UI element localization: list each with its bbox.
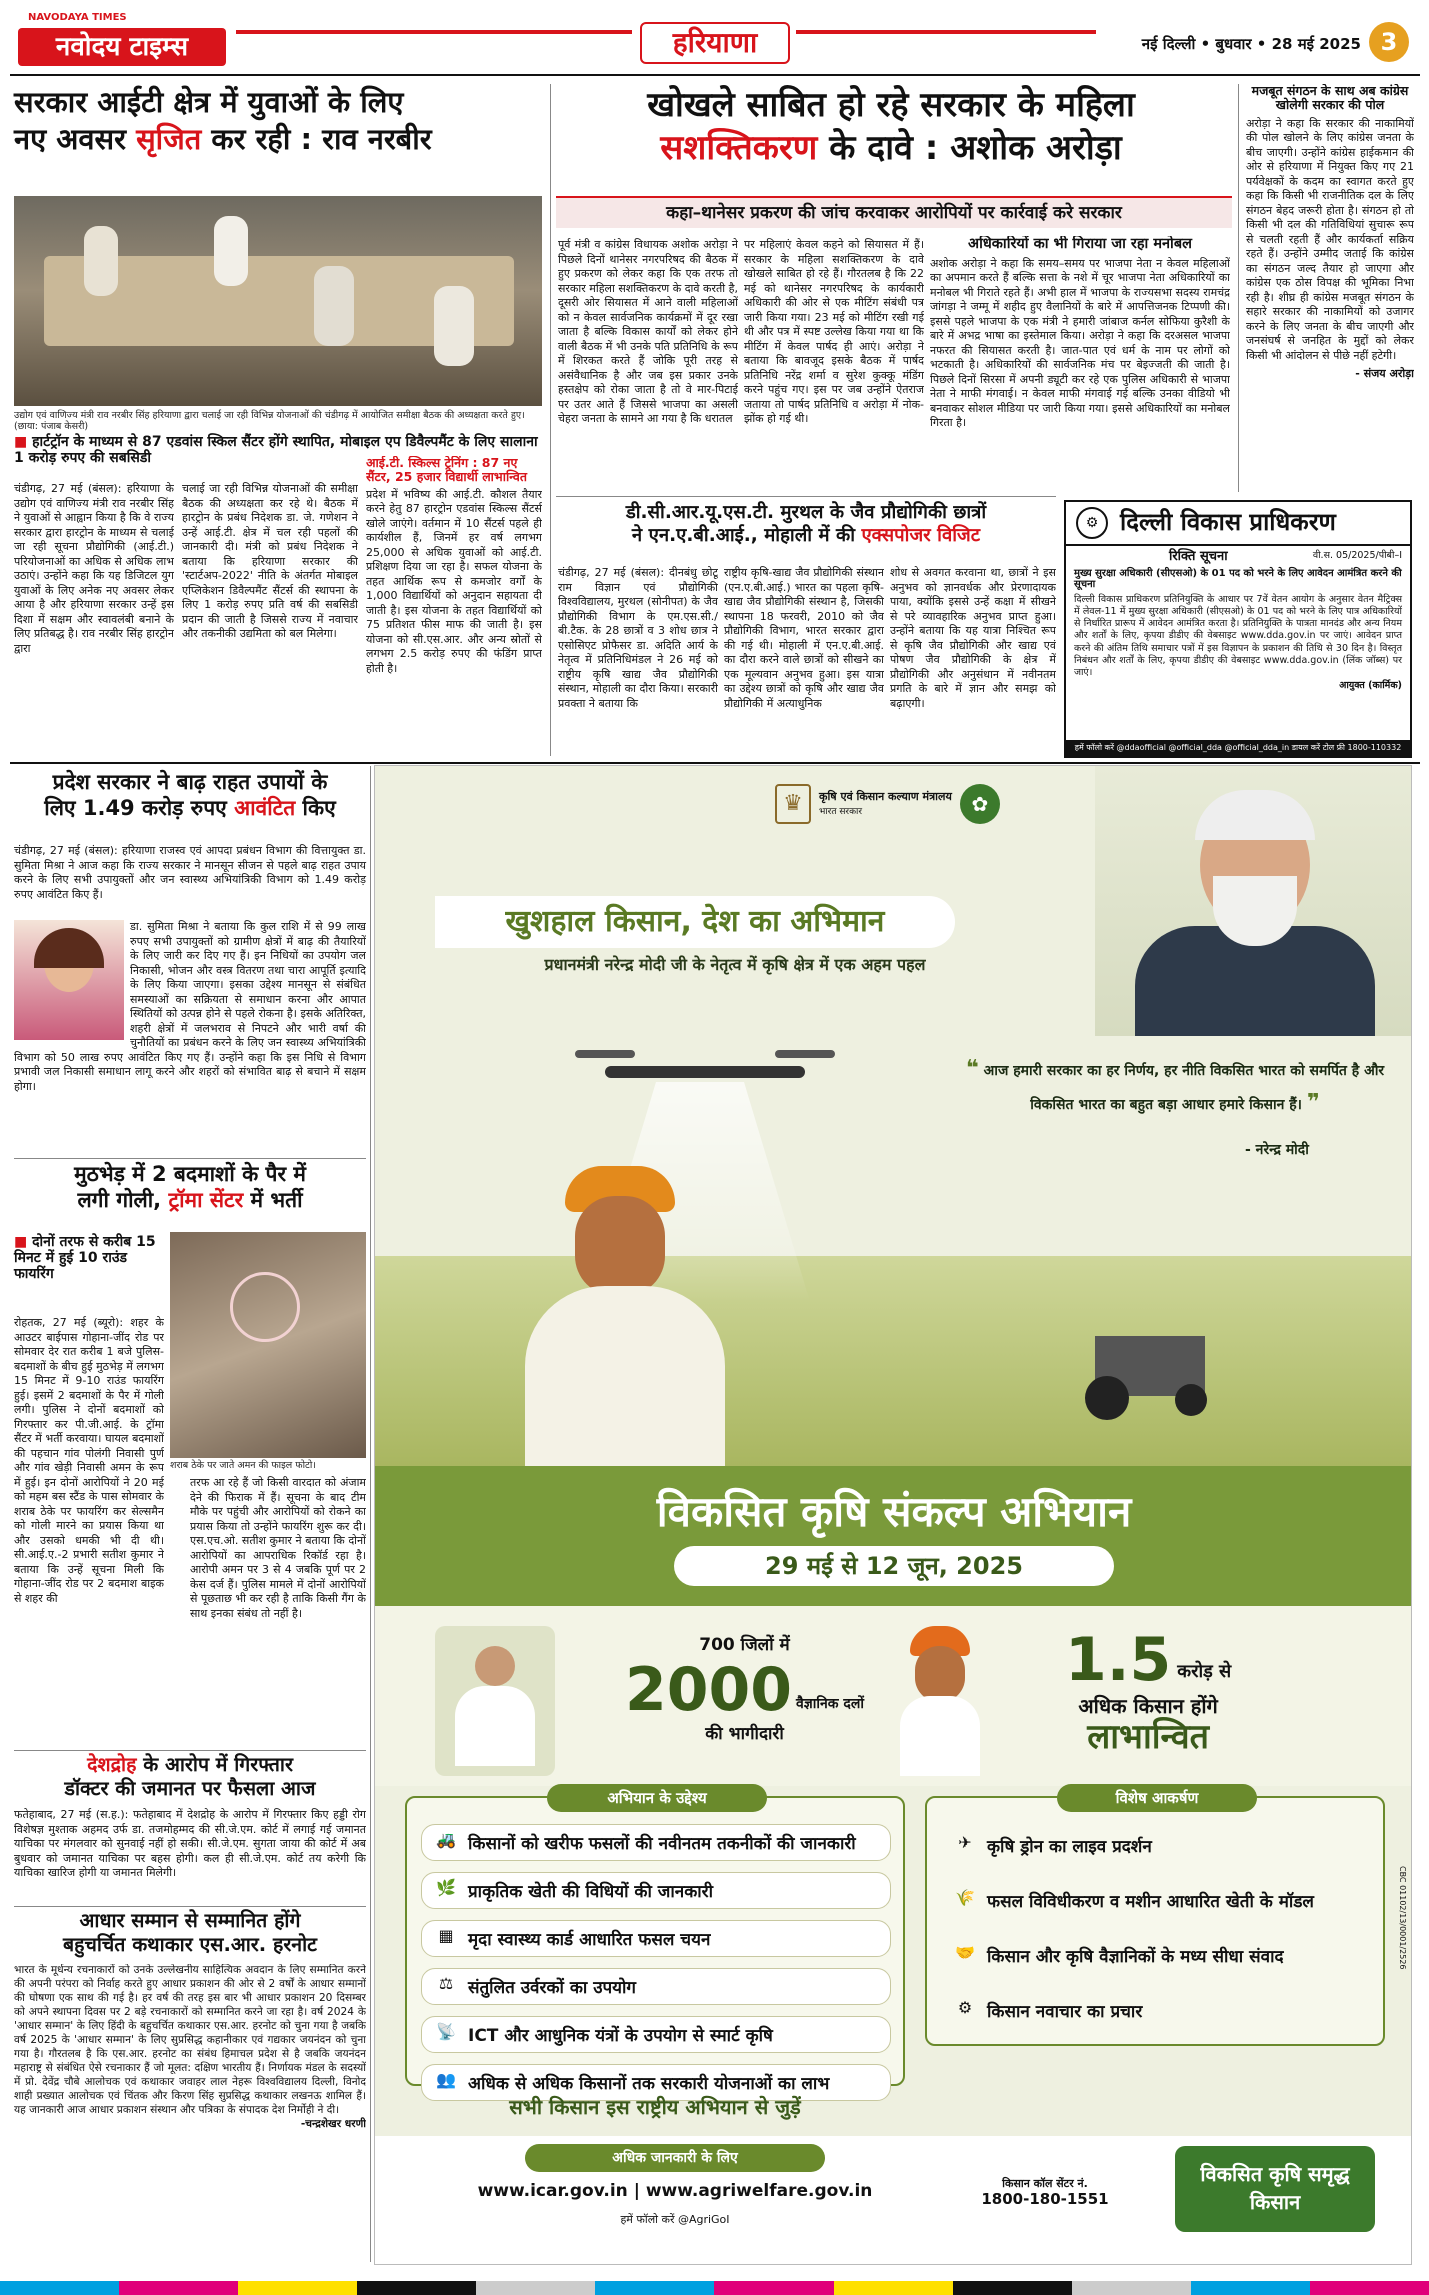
story2-headline-highlight: सशक्तिकरण: [660, 128, 818, 169]
story4-headline-line1: प्रदेश सरकार ने बाढ़ राहत उपायों के: [52, 770, 328, 794]
drone-rotor: [575, 1050, 635, 1058]
story6-headline-line2: डॉक्टर की जमानत पर फैसला आज: [64, 1777, 316, 1801]
pm-photo: [1095, 766, 1412, 1036]
story5-photo-caption: शराब ठेके पर जाते अमन की फाइल फोटो।: [170, 1460, 316, 1471]
stat2-unit: करोड़ से: [1177, 1661, 1232, 1683]
objective-item: [421, 2016, 891, 2053]
photo-figure: [434, 286, 474, 366]
objective-icon: 📡: [436, 2022, 456, 2041]
float-spacer: [14, 920, 130, 1044]
story6-headline: [14, 1754, 366, 1801]
story3-headline-line2: [556, 525, 1056, 546]
story1-body-col1: चंडीगढ़, 27 मई (बंसल): हरियाणा के उद्योग एवं वाणिज्य मंत्री राव नरबीर सिंह ने युवाओं से आह्वान किया है कि वे राज्य सरकार द्वारा हारट्रोन के माध्यम से चलाई जा रही सूचना प्रौद्योगिकी (आई.टी.) परियोजनाओं का अधिक से अधिक लाभ उठाएं। उन्होंने कहा कि यह डिजिटल युग युवाओं के लिए अनेक नए अवसर लेकर आया है और हरियाणा सरकार उन्हें इस दिशा में सक्षम और स्वावलंबी बनाने के लिए प्रतिबद्ध है। राव नरबीर सिंह हारट्रोन द्वारा: [14, 482, 174, 655]
story6-headline-part: के आरोप में गिरफ्तार: [136, 1753, 293, 1776]
story6-rule: [14, 1750, 366, 1751]
story1-headline-line1: सरकार आईटी क्षेत्र में युवाओं के लिए: [14, 85, 404, 119]
campaign-dates: 29 मई से 12 जून, 2025: [674, 1546, 1114, 1586]
campaign-title: विकसित कृषि संकल्प अभियान: [656, 1487, 1132, 1536]
objective-icon: 🌿: [436, 1878, 456, 1897]
story3-body-col3: शोध से अवगत करवाना था, छात्रों ने इस अनुभव को ज्ञानवर्धक और प्रेरणादायक पाया, क्योंकि इससे उन्हें कक्षा में सीखने से परे व्यावहारिक अनुभव प्राप्त हुआ। उन्होंने बताया कि यह यात्रा निश्चित रूप से कृषि जैव प्रौद्योगिकी और खाद्य एवं पोषण जैव प्रौद्योगिकी के क्षेत्र में प्रौद्योगिकी और अनुसंधान में नवीनतम प्रगति के बारे में ज्ञान और समझ को बढ़ाएगी।: [890, 566, 1056, 710]
objective-item: [421, 1968, 891, 2005]
color-swatch: [476, 2281, 595, 2295]
dda-title: दिल्ली विकास प्राधिकरण: [1120, 508, 1336, 537]
color-swatch: [357, 2281, 476, 2295]
stat1-line2: की भागीदारी: [705, 1723, 784, 1744]
meeting-photo: [14, 196, 542, 406]
color-swatch: [0, 2281, 119, 2295]
photo-figure: [314, 266, 354, 346]
story2-headline: [556, 86, 1226, 168]
feature-item: [941, 1938, 1371, 1973]
ministry-sub: भारत सरकार: [819, 806, 863, 817]
story4-headline-line2: [14, 796, 366, 820]
objectives-panel: [405, 1789, 905, 2094]
objective-text: अधिक से अधिक किसानों तक सरकारी योजनाओं का लाभ: [468, 2074, 830, 2094]
story7-byline: -चन्द्रशेखर धरणी: [300, 2117, 366, 2130]
feature-icon: 🌾: [955, 1888, 975, 1907]
story6-headline-line1: [14, 1754, 366, 1776]
story6-headline-highlight: देशद्रोह: [87, 1753, 137, 1776]
color-registration-bar: [0, 2281, 1429, 2295]
story1-box-title: आई.टी. स्किल्स ट्रेनिंग : 87 नए सैंटर, 25 हजार विद्यार्थी लाभान्वित: [366, 456, 527, 485]
stat1-line1: 700 जिलों में: [699, 1635, 790, 1655]
stat2-line2: लाभान्वित: [1087, 1717, 1210, 1757]
story5-headline-line2: [14, 1188, 366, 1212]
farmer-kurta: [525, 1286, 725, 1466]
story2-headline-line1: खोखले साबित हो रहे सरकार के महिला: [647, 85, 1135, 125]
story7-rule: [14, 1906, 366, 1907]
dda-notice-number: वी.स. 05/2025/पीबी–I: [1312, 550, 1402, 561]
callcenter-number: 1800-180-1551: [981, 2190, 1109, 2208]
story4-headline: [14, 770, 366, 820]
stat2: [1065, 1626, 1231, 1757]
bullet-icon: ■: [14, 434, 28, 450]
story3-headline-line1: डी.सी.आर.यू.एस.टी. मुरथल के जैव प्रौद्योगिकी छात्रों: [625, 502, 987, 523]
story7-body: [14, 1964, 366, 2246]
story1-subhead-text: हार्टट्रॉन के माध्यम से 87 एडवांस स्किल सैंटर होंगे स्थापित, मोबाइल एप डिवैल्पमैंट के लिए सालाना 1 करोड़ रुपए की सबसिडी: [14, 434, 538, 467]
right-column-byline: - संजय अरोड़ा: [1355, 366, 1414, 380]
feature-icon: 🤝: [955, 1943, 975, 1962]
objective-icon: 👥: [436, 2070, 456, 2089]
icar-logo-icon: ✿: [960, 784, 1000, 824]
ministry-text: [819, 791, 952, 817]
dda-footer: हमें फॉलो करें @ddaofficial @official_dda @official_dda_in डायल करें टोल फ्री 1800-110332: [1066, 740, 1410, 756]
stat2-figure: [1065, 1626, 1231, 1695]
farmer2-kurta: [900, 1696, 980, 1776]
farmer-face: [575, 1196, 665, 1296]
dda-signature: आयुक्त (कार्मिक): [1339, 680, 1402, 692]
pm-quote-by: - नरेन्द्र मोदी: [1245, 1142, 1309, 1158]
stat2-line1: अधिक किसान होंगे: [1078, 1694, 1218, 1718]
story3-headline-highlight: एक्सपोजर विजिट: [861, 525, 981, 547]
story3-body-col2: राष्ट्रीय कृषि-खाद्य जैव प्रौद्योगिकी संस्थान (एन.ए.बी.आई.) भारत का पहला कृषि-खाद्य जैव प्रौद्योगिकी संस्थान है, जिसकी स्थापना 18 फरवरी, 2010 को जैव प्रौद्योगिकी विभाग, भारत सरकार द्वारा की गई थी। मोहाली में एन.ए.बी.आई. का दौरा करने वाले छात्रों को सीखने का एक मूल्यवान अनुभव हुआ। इस यात्रा का उद्देश्य छात्रों को कृषि और खाद्य जैव प्रौद्योगिकी में अत्याधुनिक: [724, 566, 884, 710]
photo-figure: [214, 216, 248, 286]
stat1: [625, 1636, 864, 1744]
ad-banner: खुशहाल किसान, देश का अभिमान: [435, 896, 955, 948]
feature-icon: ⚙: [957, 1998, 973, 2017]
color-swatch: [1310, 2281, 1429, 2295]
quote-open-icon: ❝: [965, 1056, 979, 1081]
dda-advertisement: [1064, 500, 1412, 758]
stat2-number: 1.5: [1065, 1625, 1172, 1695]
story7-body-text: भारत के मूर्धन्य रचनाकारों को उनके उल्लेखनीय साहित्यिक अवदान के लिए सम्मानित करने की अपनी परंपरा को निर्वाह करते हुए आधार प्रकाशन की ओर से 2 वर्षों के आधार सम्मानों की घोषणा एक साथ की गई है। हर वर्ष की तरह इस बार भी आधार प्रकाशन 20 दिसम्बर को अपने स्थापना दिवस पर 2 बड़े रचनाकारों को सम्मानित करने जा रहा है। वर्ष 2024 के 'आधार सम्मान' के लिए हिंदी के बहुचर्चित कथाकार एस.आर. हरनोट को चुना गया है जबकि वर्ष 2025 के 'आधार सम्मान' के लिए सुप्रसिद्ध कहानीकार एवं गद्यकार जयनंदन को चुना गया है। गौरतलब है कि एस.आर. हरनोट का संबंध हिमाचल प्रदेश से है जबकि जयनंदन महाराष्ट्र से संबंधित ऐसे रचनाकार हैं जो मूलत: दक्षिण भारतीय हैं। निर्णायक मंडल के सदस्यों में प्रो. देवेंद्र चौबे आलोचक एवं कथाकार जवाहर लाल नेहरू विश्वविद्यालय दिल्ली, विनोद शाही प्रख्यात आलोचक एवं चिंतक और किरण सिंह सुप्रसिद्ध कथाकार लखनऊ शामिल हैं। यह जानकारी आज आधार प्रकाशन संस्थान और पत्रिका के संपादक देश निर्मोही ने दी।: [14, 1964, 366, 2116]
story5-body-col1: रोहतक, 27 मई (ब्यूरो): शहर के आउटर बाईपास गोहाना-जींद रोड पर सोमवार देर रात करीब 1 बजे पुलिस-बदमाशों के बीच हुई मुठभेड़ में लगभग 15 मिनट में 9-10 राउंड फायरिंग हुई। इसमें 2 बदमाशों के पैर में गोली लगी। पुलिस ने दोनों बदमाशों को गिरफ्तार कर पी.जी.आई. के ट्रॉमा सैंटर में भर्ती करवाया। घायल बदमाशों की पहचान गांव पोलंगी निवासी पुर्ण और गांव खेड़ी निवासी अमन के रूप में हुई। इन दोनों आरोपियों ने 20 मई को महम बस स्टैंड के पास सोमवार के शराब ठेके पर फायरिंग कर सेल्समैन को गोली मारने का प्रयास किया था और उसको धमकी भी दी थी। सी.आई.ए.-2 प्रभारी सतीश कुमार ने बताया कि उन्हें सूचना मिली कि गोहाना-जींद रोड पर 2 बदमाश बाइक से शहर की: [14, 1316, 164, 1605]
story4-body: [14, 920, 366, 1154]
color-swatch: [834, 2281, 953, 2295]
objective-item: [421, 1824, 891, 1861]
story1-body-col2: चलाई जा रही विभिन्न योजनाओं की समीक्षा बैठक की अध्यक्षता कर रहे थे। बैठक में हारट्रोन के प्रबंध निदेशक डा. जे. गणेशन ने उन्हें आई.टी. क्षेत्र में चल रही पहलों की जानकारी दी। मंत्री को प्रबंध निदेशक ने बताया कि हरियाणा सरकार की 'स्टार्टअप-2022' नीति के अंतर्गत मोबाइल एप्लिकेशन डिवैल्पमैंट सैंटर्स की स्थापना के लिए 1 करोड़ रुपए प्रति वर्ष की सबसिडी प्रदान की जाती है जिससे राज्य में नवाचार और तकनीकी उद्यमिता को बल मिलेगा।: [182, 482, 358, 641]
callcenter: [975, 2176, 1115, 2208]
color-swatch: [714, 2281, 833, 2295]
stats-section: [375, 1606, 1412, 1786]
dda-body: [1066, 546, 1410, 696]
ministry-logo-block: [775, 784, 1000, 824]
masthead: [0, 0, 1429, 70]
story1-headline-part: कर रही : राव नरबीर: [201, 122, 432, 157]
story5-headline: [14, 1162, 366, 1212]
column-rule: [1238, 84, 1239, 492]
farmer2-illustration: [895, 1616, 985, 1776]
drone-rotor: [775, 1050, 835, 1058]
objective-text: किसानों को खरीफ फसलों की नवीनतम तकनीकों की जानकारी: [468, 1834, 856, 1854]
story1-headline: [14, 86, 542, 157]
stat1-figure: [625, 1656, 864, 1725]
features-list: [941, 1828, 1371, 2028]
objective-icon: ⚖: [438, 1974, 454, 1993]
right-column-head: मजबूत संगठन के साथ अब कांग्रेस खोलेगी सरकार की पोल: [1251, 84, 1409, 113]
dda-notice-head: मुख्य सुरक्षा अधिकारी (सीएसओ) के 01 पद को भरने के लिए आवेदन आमंत्रित करने की सूचना: [1074, 567, 1402, 591]
objective-text: मृदा स्वास्थ्य कार्ड आधारित फसल चयन: [468, 1930, 711, 1950]
agriculture-advertisement: [374, 765, 1412, 2265]
objective-icon: 🚜: [436, 1830, 456, 1849]
ministry-name: कृषि एवं किसान कल्याण मंत्रालय: [819, 790, 952, 804]
story3-headline: [556, 502, 1056, 547]
color-swatch: [953, 2281, 1072, 2295]
story1-photo-caption: उद्योग एवं वाणिज्य मंत्री राव नरबीर सिंह हरियाणा द्वारा चलाई जा रही विभिन्न योजनाओं की चंडीगढ़ में आयोजित समीक्षा बैठक की अध्यक्षता करते हुए। (छाया: पंजाब केसरी): [14, 410, 525, 433]
ad-follow: हमें फॉलो करें @AgriGoI: [620, 2213, 730, 2226]
story2-headline-line2: [556, 129, 1226, 168]
dda-notice-body: दिल्ली विकास प्राधिकरण प्रतिनियुक्ति के आधार पर 7वें वेतन आयोग के अनुसार वेतन मैट्रिक्स में लेवल-11 में मुख्य सुरक्षा अधिकारी (सीएसओ) के 01 पद को भरने के लिए पात्र अधिकारियों से निर्धारित प्रारूप में आवेदन आमंत्रित करता है। प्रतिनियुक्ति के पात्रता मानदंड और अन्य नियम और शर्तों के लिए, कृपया डीडीए की वेबसाइट www.dda.gov.in पर जाएं। आवेदन प्राप्त करने की अंतिम तिथि समाचार पत्रों में इस विज्ञापन के प्रकाशन की तिथि से 30 दिन है। विस्तृत निबंधन और शर्तों के लिए, कृपया डीडीए की वेबसाइट www.dda.gov.in (लिंक जॉब्स) पर जाएं।: [1074, 593, 1402, 678]
objective-item: [421, 1920, 891, 1957]
photo-figure: [84, 226, 118, 296]
feature-text: कृषि ड्रोन का लाइव प्रदर्शन: [987, 1837, 1152, 1857]
scientist-coat: [455, 1686, 535, 1766]
objective-text: ICT और आधुनिक यंत्रों के उपयोग से स्मार्ट कृषि: [468, 2026, 773, 2046]
story5-body-col2: तरफ आ रहे हैं जो किसी वारदात को अंजाम देने की फिराक में हैं। सूचना के बाद टीम मौके पर पहुंची और आरोपियों को रोकने का प्रयास किया तो उन्होंने फायरिंग शुरू कर दी। एस.एच.ओ. सतीश कुमार ने बताया कि दोनों आरोपियों का आपराधिक रिकॉर्ड रहा है। आरोपी अमन पर 3 से 4 जबकि पूर्ण पर 2 केस दर्ज हैं। पुलिस मामले में दोनों आरोपियों से पूछताछ भी कर रही है ताकि किसी गैंग के साथ इनका संबंध तो नहीं है।: [190, 1476, 366, 1620]
story2-headline-part: के दावे : अशोक अरोड़ा: [817, 128, 1122, 169]
features-title: विशेष आकर्षण: [1057, 1784, 1257, 1812]
feature-text: फसल विविधीकरण व मशीन आधारित खेती के मॉडल: [987, 1892, 1314, 1912]
story2-side-body: अशोक अरोड़ा ने कहा कि समय–समय पर भाजपा नेता न केवल महिलाओं का अपमान करते हैं बल्कि सत्ता के नशे में चूर भाजपा नेता अधिकारियों का मनोबल भी गिराते रहते हैं। अभी हाल में भाजपा के राज्यसभा सदस्य रामचंद्र जांगड़ा ने जम्मू में शहीद हुए वैलानियों के बारे में आपत्तिजनक टिप्पणी की। इससे पहले भाजपा के एक मंत्री ने हमारी जांबाज कर्नल सोफिया कुरैशी के बारे में अभद्र भाषा का इस्तेमाल किया। अरोड़ा ने कहा कि दरअसल भाजपा नफरत की सियासत करती है। जात-पात एवं धर्म के नाम पर लोगों को भटकाती है। अधिकारियों की सार्वजनिक मंच पर बेइज्जती की जाती है। पिछले दिनों सिरसा में अपनी ड्यूटी कर रहे एक पुलिस अधिकारी से भाजपा नेता ने माफी मंगवाई। न केवल माफी मंगवाई गई बल्कि उनका वीडियो भी बनवाकर सोशल मीडिया पर जारी किया गया। इससे अधिकारियों का मनोबल गिरता है।: [930, 256, 1230, 430]
story5-headline-part: लगी गोली,: [77, 1188, 169, 1213]
color-swatch: [238, 2281, 357, 2295]
bullet-icon: ■: [14, 1234, 28, 1250]
objective-text: संतुलित उर्वरकों का उपयोग: [468, 1978, 637, 1998]
story2-body-col1: पूर्व मंत्री व कांग्रेस विधायक अशोक अरोड़ा ने पिछले दिनों थानेसर नगरपरिषद की बैठक में हुए प्रकरण को लेकर कहा कि एक तरफ तो सरकार महिला सशक्तिकरण के दावे करती है, दूसरी ओर सियासत में आने वाली महिलाओं को न केवल सार्वजनिक कार्यक्रमों में दूर रखा जाता है बल्कि विकास कार्यों को लेकर होने वाली बैठक में भी उनके पति प्रतिनिधि के रूप में शिरकत करते हैं जोकि पूरी तरह से असंवैधानिक है और जब इस प्रकार उनके हस्तक्षेप को रोका जाता है तो वे मार-पिटाई पर उतर आते हैं जिससे भाजपा का असली चेहरा जनता के सामने आ गया है कि धरातल: [558, 238, 738, 426]
feature-text: किसान नवाचार का प्रचार: [987, 2002, 1143, 2022]
story5-headline-highlight: ट्रॉमा सेंटर: [168, 1188, 244, 1213]
feature-text: किसान और कृषि वैज्ञानिकों के मध्य सीधा संवाद: [987, 1947, 1284, 1967]
story7-headline: [14, 1910, 366, 1957]
fold-divider: [10, 762, 1420, 764]
column-rule: [550, 84, 551, 756]
ad-footer: [375, 2136, 1412, 2265]
drone-body: [605, 1066, 805, 1078]
story6-body: फतेहाबाद, 27 मई (स.ह.): फतेहाबाद में देशद्रोह के आरोप में गिरफ्तार किए हड्डी रोग विशेषज्ञ मुश्ताक अहमद उर्फ डा. तजमोहम्मद की सी.जे.एम. कोर्ट में लगाई गई जमानत याचिका पर मंगलवार को सुनवाई नहीं हो सकी। सी.जे.एम. सुगता जाया की कोर्ट में अब बुधवार को जमानत याचिका पर बहस होगी। कल ही सी.जे.एम. कोर्ट तय करेगी कि याचिका खारिज होगी या जमानत मिलेगी।: [14, 1808, 366, 1880]
callcenter-label: किसान कॉल सेंटर नं.: [1002, 2177, 1088, 2190]
info-label: अधिक जानकारी के लिए: [525, 2144, 825, 2172]
stat1-unit: वैज्ञानिक दलों: [796, 1696, 864, 1713]
farmer2-face: [915, 1646, 965, 1702]
color-swatch: [1072, 2281, 1191, 2295]
page-number: 3: [1369, 22, 1409, 62]
features-panel: [925, 1789, 1385, 2046]
quote-close-icon: ❞: [1306, 1090, 1320, 1116]
story1-headline-line2: [14, 123, 542, 156]
tractor-wheel: [1085, 1376, 1129, 1420]
story4-body-text: डा. सुमिता मिश्रा ने बताया कि कुल राशि में से 99 लाख रुपए सभी उपायुक्तों को ग्रामीण क्षेत्रों में बाढ़ की तैयारियों के लिए जारी कर दिए गए हैं। इन निधियों का उपयोग जल निकासी, भोजन और वस्त्र वितरण तथा चारा आपूर्ति इत्यादि के लिए किया जाएगा। इसका उद्देश्य मानसून से संबंधित समस्याओं का सक्रियता से समाधान करना और आपात स्थितियों को उत्पन्न होने से पहले रोकना है। इसके अतिरिक्त, शहरी क्षेत्रों में जलभराव से निपटने और भारी वर्षा की चुनौतियों का प्रबंधन करने के लिए जन स्वास्थ्य अभियांत्रिकी विभाग को 50 लाख रुपए आवंटित किए गए हैं। उन्होंने कहा कि इस निधि से विभाग प्रभावी जल निकासी समाधान लागू करने और शहरों को संभावित बाढ़ से बचाने में सक्षम होगा।: [14, 920, 366, 1093]
story1-box: [366, 456, 542, 752]
dateline: नई दिल्ली • बुधवार • 28 मई 2025: [1141, 35, 1361, 53]
dda-header: [1066, 502, 1410, 546]
masthead-rule-right: [796, 30, 1096, 34]
badge-logo: विकसित कृषि समृद्ध किसान: [1175, 2146, 1375, 2232]
feature-icon: ✈: [958, 1833, 972, 1852]
color-swatch: [119, 2281, 238, 2295]
feature-item: [941, 1993, 1371, 2028]
story3-rule: [556, 496, 1056, 497]
story5-headline-line1: मुठभेड़ में 2 बदमाशों के पैर में: [74, 1162, 306, 1186]
newspaper-logo: नवोदय टाइम्स: [18, 28, 226, 66]
story4-headline-part: किए: [295, 796, 336, 821]
story2-body-col2: पर महिलाएं केवल कहने को सियासत में हैं। सरकार के महिला सशक्तिकरण के दावे खोखले साबित हो रहे हैं। गौरतलब है कि 22 मई को थानेसर नगरपरिषद के कार्यकारी अधिकारी की ओर से एक मीटिंग संबंधी पत्र जारी किया गया। 23 मई को मीटिंग रखी गई थी और पत्र में स्पष्ट उल्लेख किया गया था कि मीटिंग में केवल पार्षद ही आएं। अरोड़ा ने बताया कि बावजूद इसके बैठक में पार्षद प्रतिनिधि नरेंद्र शर्मा व सुरेश कुक्कू मंडिंग करने पहुंच गए। इस पर जब उन्होंने ऐतराज जताया तो पार्षद प्रतिनिधि व अरोड़ा में नोक-झोंक हो गई थी।: [744, 238, 924, 426]
right-column: [1246, 84, 1414, 492]
join-call: सभी किसान इस राष्ट्रीय अभियान से जुड़ें: [509, 2095, 801, 2119]
ad-websites: www.icar.gov.in | www.agriwelfare.gov.in: [477, 2181, 873, 2201]
objective-item: [421, 1872, 891, 1909]
stat1-number: 2000: [625, 1654, 792, 1725]
dda-notice-row: [1074, 550, 1402, 565]
tractor-wheel: [1175, 1384, 1207, 1416]
highlight-circle: [230, 1272, 300, 1342]
story4-intro: चंडीगढ़, 27 मई (बंसल): हरियाणा राजस्व एवं आपदा प्रबंधन विभाग की वित्तायुक्त डा. सुमिता मिश्रा ने आज कहा कि राज्य सरकार ने मानसून सीजन से पहले बाढ़ राहत उपाय करने के लिए सभी उपायुक्तों और जन स्वास्थ्य अभियांत्रिकी विभाग को 1.49 करोड़ रुपए आवंटित किए हैं।: [14, 844, 366, 901]
masthead-divider: [10, 74, 1420, 76]
objectives-list: [421, 1824, 891, 2101]
color-swatch: [1191, 2281, 1310, 2295]
story1-headline-part: नए अवसर: [14, 122, 137, 157]
scientist-head: [475, 1646, 515, 1686]
story5-headline-part: में भर्ती: [243, 1188, 303, 1213]
pm-quote-text: आज हमारी सरकार का हर निर्णय, हर नीति विकसित भारत को समर्पित है और विकसित भारत का बहुत बड़ा आधार हमारे किसान हैं।: [983, 1063, 1385, 1114]
pm-hair: [1195, 790, 1315, 840]
section-label: हरियाणा: [640, 22, 790, 64]
masthead-rule-left: [236, 30, 632, 34]
story3-body-col1: चंडीगढ़, 27 मई (बंसल): दीनबंधु छोटू राम विज्ञान एवं प्रौद्योगिकी विश्वविद्यालय, मुरथल (सोनीपत) के जैव प्रौद्योगिकी विभाग के एम.एस.सी./बी.टैक. के 28 छात्रों व 3 शोध छात्र ने एसोसिएट प्रोफैसर डा. अदिति आर्य के नेतृत्व में प्रतिनिधिमंडल ने 26 मई को राष्ट्रीय कृषि खाद्य जैव प्रौद्योगिकी संस्थान, मोहाली का दौरा किया। सरकारी प्रवक्ता ने बताया कि: [558, 566, 718, 710]
campaign-band: [375, 1466, 1412, 1606]
story7-headline-line2: बहुचर्चित कथाकार एस.आर. हरनोट: [63, 1933, 317, 1957]
farm-illustration: [375, 1006, 1412, 1466]
masthead-small-title: NAVODAYA TIMES: [28, 12, 127, 23]
story1-headline-highlight: सृजित: [136, 122, 202, 157]
story2-subhead: कहा–थानेसर प्रकरण की जांच करवाकर आरोपियों पर कार्रवाई करे सरकार: [556, 196, 1232, 228]
emblem-icon: ♛: [775, 784, 811, 824]
story3-headline-part: ने एन.ए.बी.आई., मोहाली में की: [631, 525, 862, 547]
cctv-photo: [170, 1232, 366, 1458]
right-column-body: अरोड़ा ने कहा कि सरकार की नाकामियों की पोल खोलने के लिए कांग्रेस जनता के बीच जाएगी। उन्होंने कांग्रेस हाईकमान की ओर से हरियाणा में नियुक्त किए गए 21 पर्यवेक्षकों के कदम का स्वागत करते हुए कहा कि किसी भी राजनीतिक दल के लिए संगठन बेहद जरूरी होता है। संगठन हो तो किसी भी दल की गतिविधियां सुचारू रूप से चलती रहती हैं और कार्यकर्ता सक्रिय रहते हैं। उन्होंने उम्मीद जताई कि कांग्रेस का संगठन जल्द तैयार हो जाएगा और कांग्रेस एक ठोस विपक्ष की भूमिका निभा रही है। शीघ्र ही कांग्रेस मजबूत संगठन के सहारे सरकार की नाकामियों को उजागर करने के लिए जनता के बीच जाएगी और जनसंघर्ष से जनहित के मुद्दों को लेकर किसी भी आंदोलन से पीछे नहीं हटेगी।: [1246, 116, 1414, 362]
dda-emblem-icon: ⚙: [1076, 507, 1108, 539]
scientist-illustration: [435, 1626, 555, 1776]
objective-text: प्राकृतिक खेती की विधियों की जानकारी: [468, 1882, 714, 1902]
feature-item: [941, 1883, 1371, 1918]
feature-item: [941, 1828, 1371, 1863]
column-rule: [370, 766, 371, 2262]
ad-code: CBC 01102/13/0001/2526: [1398, 1866, 1407, 1970]
ad-tagline: प्रधानमंत्री नरेन्द्र मोदी जी के नेतृत्व में कृषि क्षेत्र में एक अहम पहल: [544, 955, 926, 974]
dda-notice-title: रिक्ति सूचना: [1169, 549, 1228, 564]
story4-headline-highlight: आवंटित: [234, 796, 296, 821]
story5-rule: [14, 1158, 366, 1159]
objective-icon: ▦: [438, 1926, 454, 1945]
story1-box-body: प्रदेश में भविष्य की आई.टी. कौशल तैयार करने हेतु 87 हारट्रोन एडवांस स्किल्स सैंटर्स खोले जाएंगे। वर्तमान में 10 सैंटर्स पहले ही कार्यशील हैं, जिनमें हर वर्ष लगभग 25,000 से अधिक युवाओं को आई.टी. प्रशिक्षण दिया जा रहा है। सफल योजना के तहत आर्थिक रूप से कमजोर वर्गों के 1,000 विद्यार्थियों को अनुदान सहायता दी जाती है। इस योजना के तहत विद्यार्थियों को 75 प्रतिशत फीस माफ की जाती है। इस योजना को सी.एस.आर. और अन्य स्रोतों से लगभग 2.5 करोड़ रुपए की फंडिंग प्राप्त होती है।: [366, 487, 542, 675]
story5-sub: [14, 1234, 164, 1282]
color-swatch: [595, 2281, 714, 2295]
story5-sub-text: दोनों तरफ से करीब 15 मिनट में हुई 10 राउंड फायरिंग: [14, 1234, 156, 1283]
story2-side-head: अधिकारियों का भी गिराया जा रहा मनोबल: [968, 236, 1192, 252]
objectives-title: अभियान के उद्देश्य: [547, 1784, 767, 1812]
story7-headline-line1: आधार सम्मान से सम्मानित होंगे: [79, 1909, 301, 1932]
story4-headline-part: लिए 1.49 करोड़ रुपए: [44, 796, 235, 821]
